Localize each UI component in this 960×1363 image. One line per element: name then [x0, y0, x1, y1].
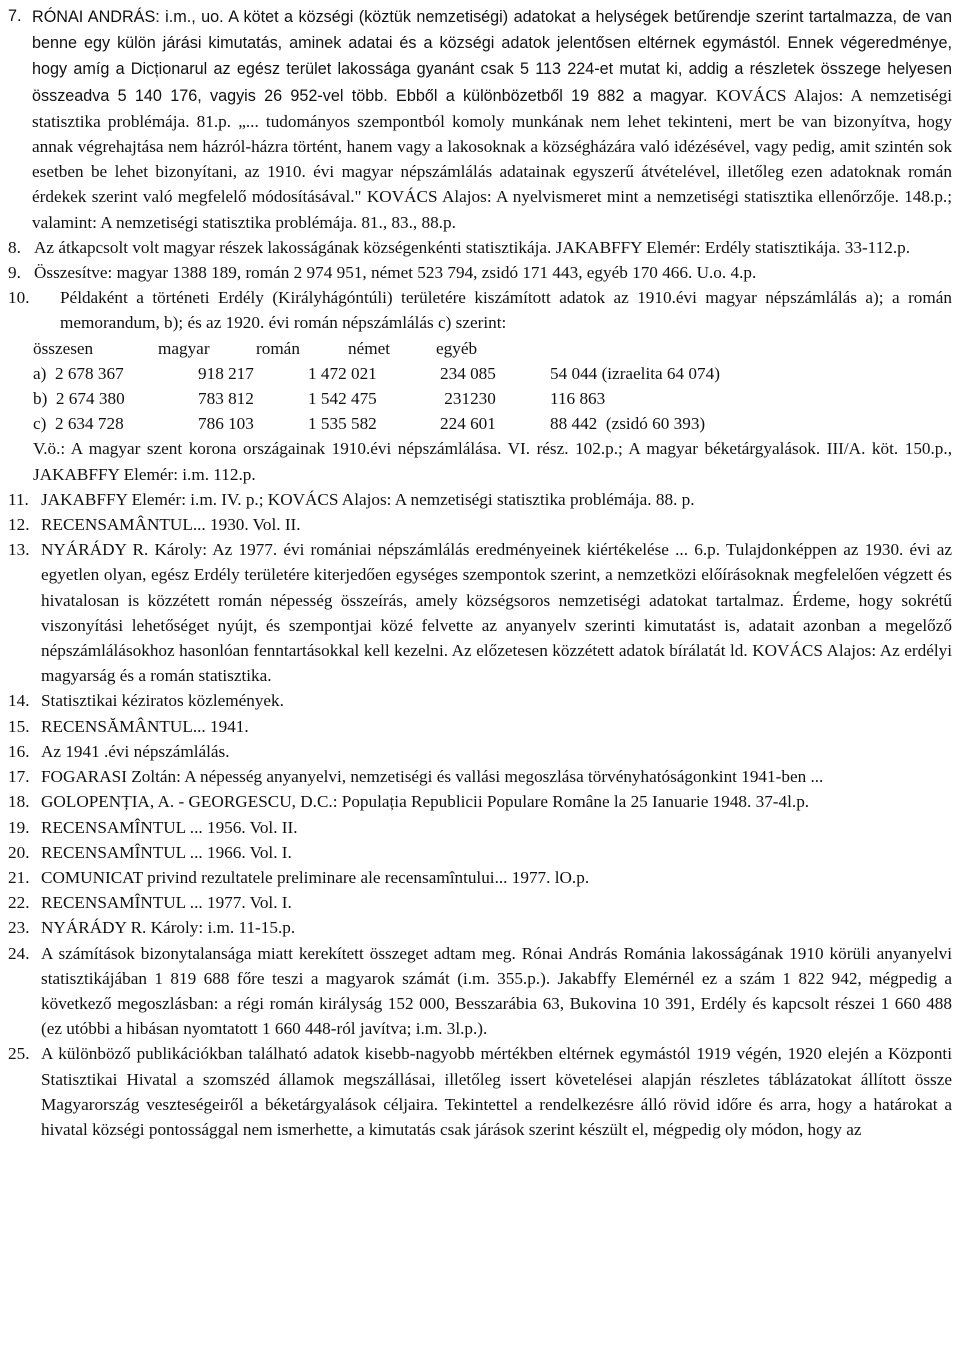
footnote-number: 18.	[8, 792, 30, 812]
footnote-text: NYÁRÁDY R. Károly: i.m. 11-15.p.	[41, 918, 296, 938]
footnote-number: 16.	[8, 741, 30, 761]
footnote-text: RECENSĂMÂNTUL... 1941.	[41, 716, 249, 736]
table-cell: a) 2 678 367	[33, 363, 124, 383]
table-cell: 88 442 (zsidó 60 393)	[550, 414, 706, 434]
footnote-11	[8, 487, 952, 512]
footnote-number: 25.	[8, 1044, 30, 1064]
footnote-text: RÓNAI ANDRÁS: i.m., uo. A kötet a községi (köztük nemzetiségi) adatokat a helységek betűrendje szerint tartalmazza, de van benne egy külön járási kimutatás, aminek adatai és a községi adatok jelentősen eltérnek egymástól. Ennek végeredménye, hogy amíg a Dicționarul az egész terület lakossága gyanánt csak 5 113 224-et mutat ki, addig a részletek összege helyesen összeadva 5 140 176, vagyis 26 952-vel több. Ebből a különbözetből 19 882 a magyar.	[32, 8, 952, 105]
footnote-number: 9.	[8, 263, 21, 283]
footnote-text: RECENSAMÂNTUL... 1930. Vol. II.	[41, 515, 301, 535]
header-cell: összesen	[33, 338, 94, 358]
footnote-number: 7.	[8, 7, 22, 25]
footnote-text: NYÁRÁDY R. Károly: Az 1977. évi romániai népszámlálás eredményeinek kiértékelése ... 6.p. Tulajdonképpen az 1930. évi az egyetlen olyan, egész Erdély területére kiterjedően egységes szempontok szerint, a nemzetközi előírásoknak megfelelően végzett és hivatalosan is közzétett román népesség összeírás, amely községsoros nemzetiségi adatokat tartalmaz. Érdeme, hogy sokrétű viszonyítási lehetőséget nyújt, és szempontjai közé felvette az anyanyelv szerinti kimutatást is, adatait azonban a megelőző népszámlálásokhoz hasonlóan fenntartásokkal kell kezelni. Az előzetesen közzétett adatok bírálatát ld. KOVÁCS Alajos: Az erdélyi magyarság és a román statisztika.	[41, 540, 952, 686]
table-cell: 786 103	[198, 414, 254, 434]
table-cell: 783 812	[198, 389, 254, 409]
footnote-text: Összesítve: magyar 1388 189, román 2 974 951, német 523 794, zsidó 171 443, egyéb 170 466. U.o. 4.p.	[34, 263, 757, 283]
footnote-number: 10.	[8, 288, 30, 308]
footnote-text: GOLOPENȚIA, A. - GEORGESCU, D.C.: Populația Republicii Populare Române la 25 Ianuarie 1948. 37-4l.p.	[41, 792, 810, 812]
footnote-text: FOGARASI Zoltán: A népesség anyanyelvi, nemzetiségi és vallási megoszlása törvényhatóságonkint 1941-ben ...	[41, 767, 824, 787]
footnote-number: 21.	[8, 867, 30, 887]
footnotes-page	[8, 4, 952, 1142]
footnote-number: 22.	[8, 893, 30, 913]
footnote-16	[8, 739, 952, 764]
footnote-22	[8, 890, 952, 915]
table-cell: 224 601	[440, 414, 496, 434]
footnote-17	[8, 764, 952, 789]
population-table	[8, 336, 952, 487]
footnote-7	[8, 4, 952, 235]
footnote-text: Az átkapcsolt volt magyar részek lakosságának községenkénti statisztikája. JAKABFFY Elemér: Erdély statisztikája. 33-112.p.	[34, 237, 911, 257]
footnote-text: RECENSAMÎNTUL ... 1966. Vol. I.	[41, 842, 292, 862]
footnote-12	[8, 512, 952, 537]
table-cell: 918 217	[198, 363, 254, 383]
footnote-list	[8, 487, 952, 1142]
footnote-20	[8, 840, 952, 865]
footnote-24	[8, 941, 952, 1042]
header-cell: román	[256, 338, 300, 358]
footnote-21	[8, 865, 952, 890]
header-cell: német	[348, 338, 390, 358]
footnote-text: A különböző publikációkban található adatok kisebb-nagyobb mértékben eltérnek egymástól 1919 végén, 1920 elején a Központi Statisztikai Hivatal a szomszéd államok megszállásai, illetőleg issert követelései alapján részletes táblázatokat állított össze Magyarország veszteségeiről a béketárgyalások céljaira. Tekintettel a rendelkezésre álló rövid időre és arra, hogy a határokat a hivatal községi pontossággal nem ismerhette, a kimutatás csak járások szerint készült el, mégpedig oly módon, hogy az	[41, 1044, 952, 1139]
table-cell: 231230	[440, 389, 496, 409]
table-cell: c) 2 634 728	[33, 414, 124, 434]
table-cell: 1 472 021	[308, 363, 377, 383]
footnote-10	[8, 285, 952, 335]
footnote-18	[8, 789, 952, 814]
footnote-number: 11.	[8, 489, 29, 509]
footnote-text: RECENSAMÎNTUL ... 1956. Vol. II.	[41, 817, 298, 837]
table-cell: 1 542 475	[308, 389, 377, 409]
footnote-text: A számítások bizonytalansága miatt kerekített összeget adtam meg. Rónai András Románia lakosságának 1910 körüli anyanyelvi statisztikájában 1 819 688 főre teszi a magyarok számát (i.m. 355.p.). Jakabffy Elemérnél ez a szám 1 822 942, mégpedig a következő megoszlásban: a régi román királyság 152 000, Besszarábia 63, Bukovina 10 391, Erdély és kapcsolt részei 1 660 488 (ez utóbbi a hibásan nyomtatott 1 660 448-ról javítva; i.m. 3l.p.).	[41, 943, 952, 1039]
footnote-text: RECENSAMÎNTUL ... 1977. Vol. I.	[41, 893, 292, 913]
table-cell: 1 535 582	[308, 414, 377, 434]
header-cell: egyéb	[436, 338, 478, 358]
footnote-number: 17.	[8, 767, 30, 787]
table-cell: 234 085	[440, 363, 496, 383]
footnote-15	[8, 714, 952, 739]
footnote-number: 8.	[8, 237, 21, 257]
footnote-text: Statisztikai kéziratos közlemények.	[41, 691, 284, 711]
table-row	[33, 411, 952, 436]
header-cell: magyar	[158, 338, 210, 358]
footnote-text: JAKABFFY Elemér: i.m. IV. p.; KOVÁCS Alajos: A nemzetiségi statisztika problémája. 88. p.	[41, 489, 695, 509]
footnote-14	[8, 688, 952, 713]
footnote-23	[8, 915, 952, 940]
footnote-number: 13.	[8, 540, 30, 560]
table-header	[33, 336, 952, 361]
footnote-number: 14.	[8, 691, 30, 711]
footnote-text: COMUNICAT privind rezultatele preliminare ale recensamîntului... 1977. lO.p.	[41, 867, 590, 887]
footnote-13	[8, 537, 952, 688]
footnote-9	[8, 260, 952, 285]
table-cell: 116 863	[550, 389, 606, 409]
table-row	[33, 386, 952, 411]
table-cell: b) 2 674 380	[33, 389, 125, 409]
footnote-19	[8, 815, 952, 840]
footnote-number: 19.	[8, 817, 30, 837]
footnote-number: 24.	[8, 943, 30, 963]
footnote-text: Az 1941 .évi népszámlálás.	[41, 741, 230, 761]
table-cell: 54 044 (izraelita 64 074)	[550, 363, 720, 383]
footnote-25	[8, 1041, 952, 1142]
footnote-number: 23.	[8, 918, 30, 938]
footnote-8	[8, 235, 952, 260]
table-row	[33, 361, 952, 386]
footnote-number: 15.	[8, 716, 30, 736]
footnote-text: Példaként a történeti Erdély (Királyhágóntúli) területére kiszámított adatok az 1910.évi magyar népszámlálás a); a román memorandum, b); és az 1920. évi román népszámlálás c) szerint:	[60, 288, 952, 333]
footnote-number: 12.	[8, 515, 30, 535]
footnote-number: 20.	[8, 842, 30, 862]
table-source: V.ö.: A magyar szent korona országainak 1910.évi népszámlálása. VI. rész. 102.p.; A magyar béketárgyalások. III/A. köt. 150.p., JAKABFFY Elemér: i.m. 112.p.	[33, 439, 952, 484]
footnote-text: KOVÁCS Alajos: A nemzetiségi statisztika problémája. 81.p. „... tudományos szempontból komoly munkának nem lehet tekinteni, mert be van bizonyítva, hogy annak végrehajtása nem házról-házra történt, hanem vagy a lakosoknak a községházára való idézésével, vagy pedig, amit szintén sok esetben be lehet bizonyítani, az 1910. évi magyar népszámlálás adatainak egyszerű átvételével, illetőleg ezen adatoknak román érdekek szerint való megfelelő módosításával." KOVÁCS Alajos: A nyelvismeret mint a nemzetiségi statisztika ellenőrzője. 148.p.; valamint: A nemzetiségi statisztika problémája. 81., 83., 88.p.	[32, 85, 952, 232]
